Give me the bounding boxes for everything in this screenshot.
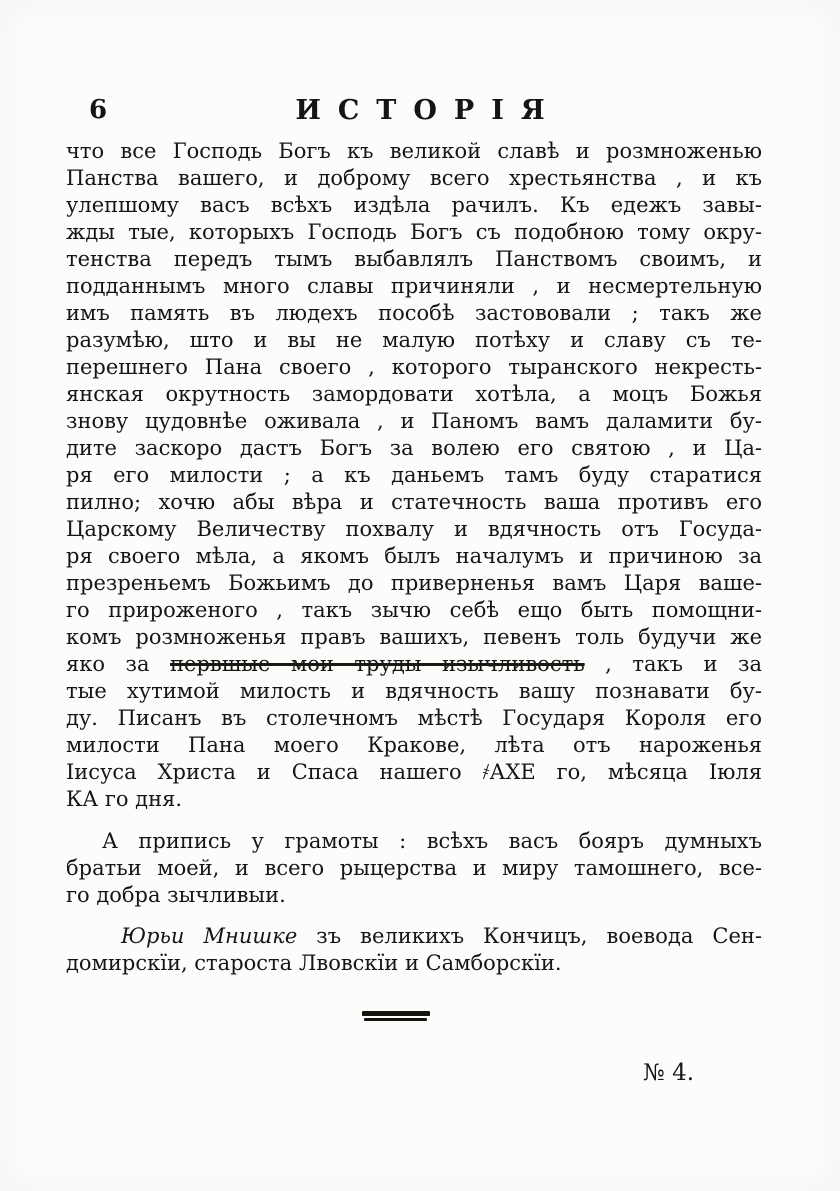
text-line: Іисуса Христа и Спаса нашего ҂АХЕ го, мѣсяца Іюля: [66, 760, 762, 784]
divider-bar: [362, 1011, 430, 1016]
text-block: [66, 138, 762, 977]
text-line: домирскїи, староста Лвовскїи и Самборскїи.: [66, 951, 562, 975]
text-line: улепшому васъ всѣхъ издѣла рачилъ. Къ едежъ завы-: [66, 193, 762, 217]
text-line: имъ память въ людехъ пособѣ застововали ; такъ же: [66, 301, 762, 325]
text-line: пилно; хочю абы вѣра и статечность ваша противъ его: [66, 490, 762, 514]
divider-bar: [364, 1018, 427, 1021]
text-line: А припись у грамоты : всѣхъ васъ бояръ думныхъ: [102, 829, 762, 853]
text-line: ря своего мѣла, а якомъ былъ началумъ и причиною за: [66, 544, 762, 568]
text-line: братьи моей, и всего рыцерства и миру тамошнего, все-: [66, 856, 762, 880]
text-line: дите заскоро дастъ Богъ за волею его святою , и Ца-: [66, 436, 762, 460]
text-line: подданнымъ много славы причиняли , и несмертельную: [66, 274, 762, 298]
text-line: Царскому Величеству похвалу и вдячность отъ Госуда-: [66, 517, 762, 541]
paragraph-letter-body: [66, 138, 762, 813]
text-line: КА го дня.: [66, 787, 183, 811]
text-line: ря его милости ; а къ даньемъ тамъ буду старатися: [66, 463, 762, 487]
paragraph-signature: [66, 923, 762, 977]
section-divider: [362, 1011, 430, 1021]
text-line: перешнего Пана своего , которого тыранского некресть-: [66, 355, 762, 379]
text-line: го прироженого , такъ зычю себѣ ещо быть помощни-: [66, 598, 762, 622]
text-line: презреньемъ Божьимъ до приверненья вамъ Царя ваше-: [66, 571, 762, 595]
paragraph-postscript: [66, 828, 762, 909]
text-line: тенства передъ тымъ выбавлялъ Панствомъ своимъ, и: [66, 247, 762, 271]
text-line: жды тые, которыхъ Господь Богъ съ подобною тому окру-: [66, 220, 762, 244]
text-line: милости Пана моего Кракове, лѣта отъ нароженья: [66, 733, 762, 757]
text-line: Юрьи Мнишке зъ великихъ Кончицъ, воевода Сен-: [121, 924, 762, 948]
text-line: яко за первшые мои труды изычливость , такъ и за: [66, 652, 762, 676]
text-line: знову цудовнѣе оживала , и Паномъ вамъ даламити бу-: [66, 409, 762, 433]
text-line: го добра зычливыи.: [66, 883, 286, 907]
running-header: ИСТОРІЯ: [295, 95, 562, 126]
signature-mark: № 4.: [643, 1060, 695, 1086]
text-line: комъ розмноженья правъ вашихъ, певенъ толь будучи же: [66, 625, 762, 649]
text-line: Панства вашего, и доброму всего хрестьянства , и къ: [66, 166, 762, 190]
text-line: ду. Писанъ въ столечномъ мѣстѣ Государя Короля его: [66, 706, 762, 730]
text-line: тые хутимой милость и вдячность вашу познавати бу-: [66, 679, 762, 703]
text-line: янская окрутность замордовати хотѣла, а моцъ Божья: [66, 382, 762, 406]
page-number: 6: [89, 95, 108, 125]
text-line: разумѣю, што и вы не малую потѣху и славу съ те-: [66, 328, 762, 352]
text-line: что все Господь Богъ къ великой славѣ и розмноженью: [66, 139, 762, 163]
